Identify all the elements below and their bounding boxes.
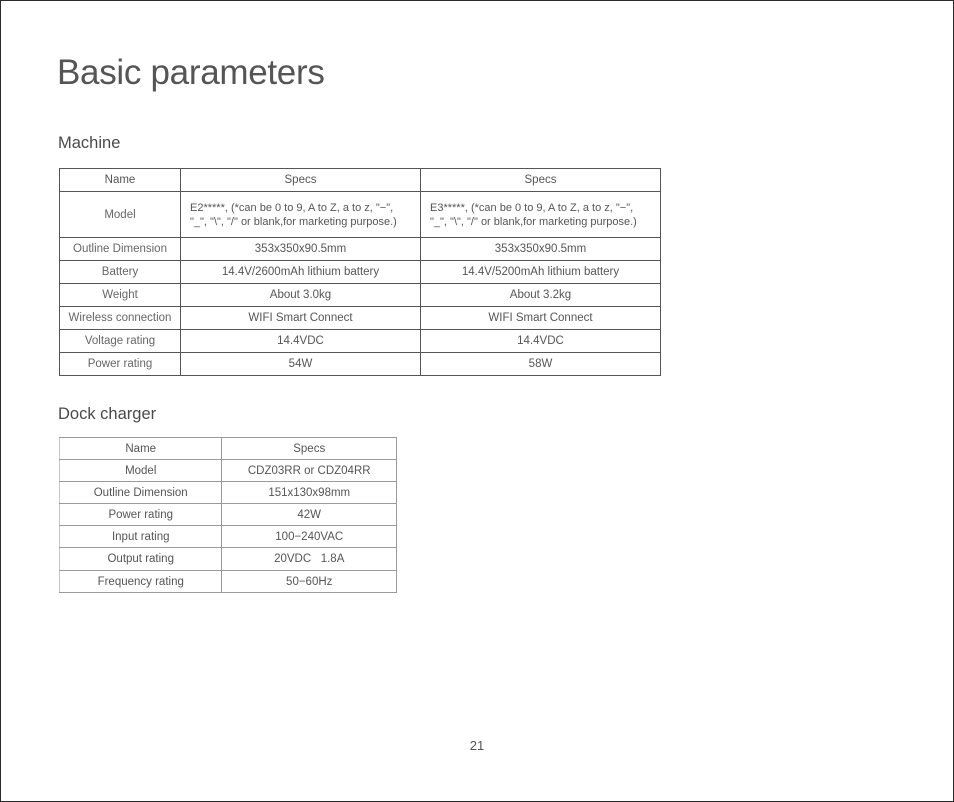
- machine-section-heading: Machine: [58, 134, 121, 152]
- row-spec-e3: WIFI Smart Connect: [421, 307, 661, 330]
- dock-section-heading: Dock charger: [58, 405, 157, 423]
- column-header-name: Name: [60, 438, 222, 460]
- table-row: [60, 353, 661, 376]
- table-row: [60, 238, 661, 261]
- row-name: Wireless connection: [60, 307, 181, 330]
- row-name: Input rating: [60, 526, 222, 548]
- row-name: Voltage rating: [60, 330, 181, 353]
- table-row: [60, 526, 397, 548]
- row-spec: 20VDC 1.8A: [222, 548, 397, 571]
- table-row: [60, 460, 397, 482]
- row-name: Power rating: [60, 504, 222, 526]
- table-row: [60, 192, 661, 238]
- row-spec-e2: 54W: [181, 353, 421, 376]
- dock-charger-specs-table: [59, 437, 397, 593]
- row-spec-e3: About 3.2kg: [421, 284, 661, 307]
- row-name: Outline Dimension: [60, 482, 222, 504]
- row-spec: 50−60Hz: [222, 571, 397, 593]
- row-spec: 151x130x98mm: [222, 482, 397, 504]
- row-spec-e2: 14.4VDC: [181, 330, 421, 353]
- table-row: [60, 548, 397, 571]
- row-spec-e3: 14.4V/5200mAh lithium battery: [421, 261, 661, 284]
- row-spec-e3: 353x350x90.5mm: [421, 238, 661, 261]
- row-name: Battery: [60, 261, 181, 284]
- table-row: [60, 284, 661, 307]
- row-spec-e2: 353x350x90.5mm: [181, 238, 421, 261]
- table-row: [60, 504, 397, 526]
- row-name: Frequency rating: [60, 571, 222, 593]
- row-spec: 100−240VAC: [222, 526, 397, 548]
- column-header-name: Name: [60, 169, 181, 192]
- table-row: [60, 482, 397, 504]
- row-spec: 42W: [222, 504, 397, 526]
- row-spec-e2: WIFI Smart Connect: [181, 307, 421, 330]
- row-spec-e3: E3*****, (*can be 0 to 9, A to Z, a to z, "−", "_", "\", "/" or blank,for marketing purpose.): [421, 192, 661, 238]
- row-spec-e3: 58W: [421, 353, 661, 376]
- row-name: Output rating: [60, 548, 222, 571]
- row-spec: CDZ03RR or CDZ04RR: [222, 460, 397, 482]
- column-header-specs: Specs: [222, 438, 397, 460]
- row-name: Model: [60, 460, 222, 482]
- row-spec-e3: 14.4VDC: [421, 330, 661, 353]
- table-row: [60, 571, 397, 593]
- row-name: Power rating: [60, 353, 181, 376]
- machine-specs-table: [59, 168, 661, 376]
- page-number: 21: [469, 738, 485, 753]
- page-title: Basic parameters: [57, 53, 325, 92]
- table-header-row: [60, 438, 397, 460]
- row-name: Weight: [60, 284, 181, 307]
- table-row: [60, 307, 661, 330]
- row-name: Outline Dimension: [60, 238, 181, 261]
- table-row: [60, 330, 661, 353]
- row-spec-e2: 14.4V/2600mAh lithium battery: [181, 261, 421, 284]
- table-row: [60, 261, 661, 284]
- column-header-specs-e2: Specs: [181, 169, 421, 192]
- row-spec-e2: E2*****, (*can be 0 to 9, A to Z, a to z, "−", "_", "\", "/" or blank,for marketing purpose.): [181, 192, 421, 238]
- row-spec-e2: About 3.0kg: [181, 284, 421, 307]
- table-header-row: [60, 169, 661, 192]
- row-name: Model: [60, 192, 181, 238]
- column-header-specs-e3: Specs: [421, 169, 661, 192]
